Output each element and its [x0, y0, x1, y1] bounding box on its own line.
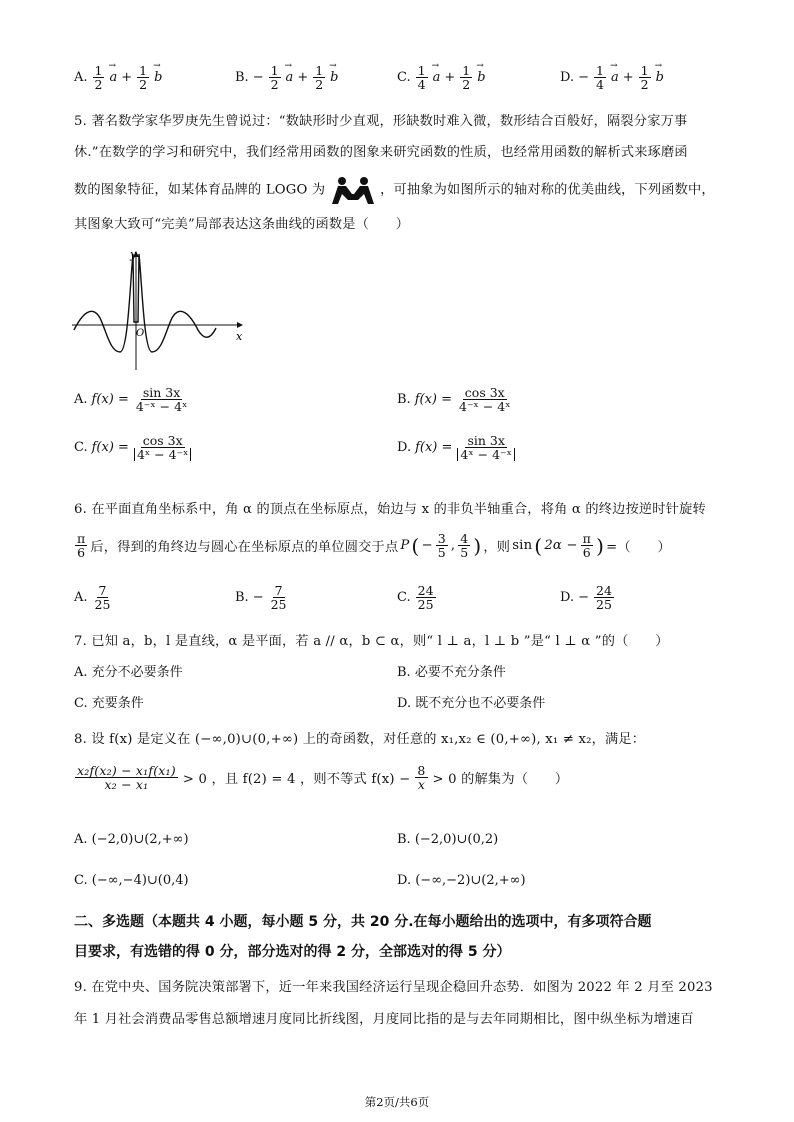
- option-label: B.: [235, 70, 249, 86]
- option-label: A.: [74, 70, 88, 86]
- option-label: B.: [235, 590, 249, 606]
- q5-option-b: [397, 386, 514, 413]
- numerator: 7: [98, 583, 107, 598]
- fraction: $\frac{1}{2}$: [640, 63, 649, 93]
- q4-option-d: D. − $\frac{1}{4}$ → a + $\frac{1}{2}$ → b: [560, 64, 664, 91]
- numerator: sin 3x: [142, 385, 181, 400]
- option-label: C.: [397, 590, 411, 606]
- fx: f(x) =: [414, 392, 452, 408]
- q6-line-1: 6. 在平面直角坐标系中，角 α 的顶点在坐标原点，始边与 x 的非负半轴重合，将角 α 的终边按逆时针旋转: [74, 502, 706, 517]
- fraction: [134, 386, 190, 413]
- fraction: [594, 584, 614, 611]
- numerator: 8: [417, 763, 426, 778]
- q9-line-1: 9. 在党中央、国务院决策部署下，近一年来我国经济运行呈现企稳回升态势．如图为 2022 年 2 月至 2023: [74, 980, 713, 995]
- numerator: cos 3x: [142, 433, 183, 448]
- fraction: [416, 584, 436, 611]
- q5-option-c: [74, 434, 192, 461]
- fraction: $\frac{1}{4}$: [596, 63, 604, 93]
- option-label: B.: [397, 392, 411, 408]
- q5-line-2: 休.”在数学的学习和研究中，我们经常用函数的图象来研究函数的性质，也经常用函数的解析式来琢磨函: [74, 145, 688, 160]
- fx: f(x) =: [91, 392, 129, 408]
- q5-line-4: 其图象大致可“完美”局部表达这条曲线的函数是（ ）: [74, 217, 410, 232]
- q6-blank: =（ ）: [606, 540, 671, 556]
- fx: f(x) =: [415, 440, 453, 456]
- numerator: π: [77, 531, 86, 546]
- origin-label: O: [136, 328, 145, 339]
- denominator: x₂ − x₁: [104, 777, 149, 793]
- numerator: 4: [460, 531, 469, 546]
- fraction: $\frac{1}{2}$: [270, 63, 279, 93]
- option-label: D.: [397, 440, 412, 456]
- q5-line-3-pre: 数的图象特征，如某体育品牌的 LOGO 为: [74, 182, 326, 198]
- page-number: 第2页/共6页: [364, 1095, 430, 1109]
- axis-y-label: y: [130, 248, 137, 261]
- q5-option-a: [74, 386, 190, 413]
- option-label: A.: [74, 590, 88, 606]
- fraction-pi-6: [581, 532, 593, 559]
- numerator: sin 3x: [467, 433, 505, 448]
- denominator: 4⁻ˣ − 4ˣ: [459, 399, 511, 415]
- two-alpha: 2α −: [544, 538, 578, 554]
- q8-cond-text: > 0 ，且 f(2) = 4 ，则不等式 f(x) −: [182, 772, 411, 788]
- q6-option-b: B. − $\frac{7}{25}$: [235, 583, 287, 613]
- q6-line-2: $\frac{\pi}{6}$ 后，得到的角终边与圆心在坐标原点的单位圆交于点 P ( − $\frac{3}{5}$ , $\frac{4}{5}$ ) ，则 sin ( 2α − $\frac{\pi}{6}$ ) =（ ）: [77, 531, 671, 561]
- q6-option-c: [397, 584, 437, 611]
- fraction: [415, 764, 427, 791]
- denominator: 6: [582, 545, 591, 561]
- curve: [74, 254, 216, 352]
- fraction: [436, 532, 448, 559]
- numerator: 24: [417, 583, 434, 598]
- option-label: A.: [74, 392, 88, 408]
- section-heading-line-2: 目要求，有选错的得 0 分，部分选对的得 2 分，全部选对的得 5 分）: [74, 944, 511, 960]
- point-p: P: [400, 538, 410, 554]
- q7-option-a: A. 充分不必要条件: [74, 665, 183, 680]
- fraction: [457, 386, 513, 413]
- q5-option-d: [397, 434, 516, 461]
- q4-option-a: A. $\frac{1}{2}$ → a + $\frac{1}{2}$ → b: [74, 64, 162, 91]
- q8-condition: [74, 764, 568, 791]
- q7-stem: 7. 已知 a，b，l 是直线，α 是平面，若 a // α，b ⊂ α，则“ l ⊥ a，l ⊥ b ”是“ l ⊥ α ”的（ ）: [74, 634, 669, 649]
- option-label: D.: [560, 70, 575, 86]
- fraction: $\frac{1}{2}$: [139, 63, 148, 93]
- axis-x-label: x: [236, 330, 243, 343]
- q8-option-c: C. (−∞,−4)∪(0,4): [74, 873, 189, 888]
- q6-option-d: D. − $\frac{24}{25}$: [560, 583, 612, 613]
- fraction: [93, 584, 113, 611]
- denominator: 5: [460, 545, 469, 561]
- fraction: $\frac{1}{4}$: [417, 63, 426, 93]
- q8-option-a: A. (−2,0)∪(2,+∞): [74, 832, 189, 847]
- q7-option-d: D. 既不充分也不必要条件: [397, 696, 546, 711]
- numerator: x₂f(x₂) − x₁f(x₁): [77, 763, 176, 778]
- q5-line-1: 5. 著名数学家华罗庚先生曾说过：“数缺形时少直观，形缺数时难入微，数形结合百般好，隔裂分家万事: [74, 114, 688, 129]
- q5-function-graph: [70, 244, 260, 374]
- numerator: π: [582, 531, 592, 546]
- denominator: 6: [77, 545, 86, 561]
- kappa-logo-icon: [330, 176, 376, 204]
- numerator: 3: [437, 531, 446, 546]
- q4-option-c: C. $\frac{1}{4}$ → a + $\frac{1}{2}$ → b: [397, 64, 486, 91]
- q5-line-3-post: ，可抽象为如图所示的轴对称的优美曲线，下列函数中，: [380, 182, 715, 198]
- denominator: 4ˣ − 4⁻ˣ: [134, 448, 192, 461]
- fraction: $\frac{1}{2}$: [94, 63, 103, 93]
- fraction: [75, 764, 178, 791]
- fx: f(x) =: [91, 440, 129, 456]
- fraction: [134, 434, 192, 461]
- fraction: $\frac{1}{2}$: [462, 63, 471, 93]
- q8-option-b: B. (−2,0)∪(0,2): [397, 832, 499, 847]
- q6-option-a: [74, 584, 113, 611]
- q7-option-c: C. 充要条件: [74, 696, 144, 711]
- denominator: 25: [94, 597, 111, 613]
- q9-line-2: 年 1 月社会消费品零售总额增速月度同比折线图，月度同比指的是与去年同期相比，图中纵坐标为增速百: [74, 1012, 694, 1027]
- q7-option-b: B. 必要不充分条件: [397, 665, 506, 680]
- denominator: 25: [270, 597, 287, 613]
- sin: sin: [512, 538, 533, 554]
- q6-then: ，则: [483, 540, 511, 556]
- option-label: C.: [74, 440, 88, 456]
- q8-tail: > 0 的解集为（ ）: [432, 772, 569, 788]
- denominator: x: [417, 777, 426, 793]
- q6-line-2-mid: 后，得到的角终边与圆心在坐标原点的单位圆交于点: [90, 540, 399, 556]
- option-label: D.: [560, 590, 575, 606]
- q4-option-b: B. − $\frac{1}{2}$ → a + $\frac{1}{2}$ → b: [235, 64, 339, 91]
- q5-line-3: [74, 176, 715, 204]
- denominator: 4⁻ˣ − 4ˣ: [135, 399, 188, 415]
- fraction: [458, 532, 470, 559]
- q8-stem: 8. 设 f(x) 是定义在 (−∞,0)∪(0,+∞) 上的奇函数，对任意的 x₁,x₂ ∈ (0,+∞), x₁ ≠ x₂，满足：: [74, 732, 646, 747]
- option-label: C.: [397, 70, 411, 86]
- section-heading-line-1: 二、多选题（本题共 4 小题，每小题 5 分，共 20 分.在每小题给出的选项中，有多项符合题: [74, 914, 652, 930]
- denominator: 4ˣ − 4⁻ˣ: [457, 448, 515, 461]
- numerator: 7: [274, 583, 283, 598]
- fraction: [269, 584, 289, 611]
- numerator: 24: [596, 583, 612, 598]
- fraction-pi-6: [75, 532, 87, 559]
- fraction: $\frac{1}{2}$: [315, 63, 324, 93]
- numerator: cos 3x: [464, 385, 505, 400]
- denominator: 25: [596, 597, 612, 613]
- denominator: 5: [437, 545, 446, 561]
- q8-option-d: D. (−∞,−2)∪(2,+∞): [397, 873, 526, 888]
- denominator: 25: [417, 597, 434, 613]
- fraction: [457, 434, 515, 461]
